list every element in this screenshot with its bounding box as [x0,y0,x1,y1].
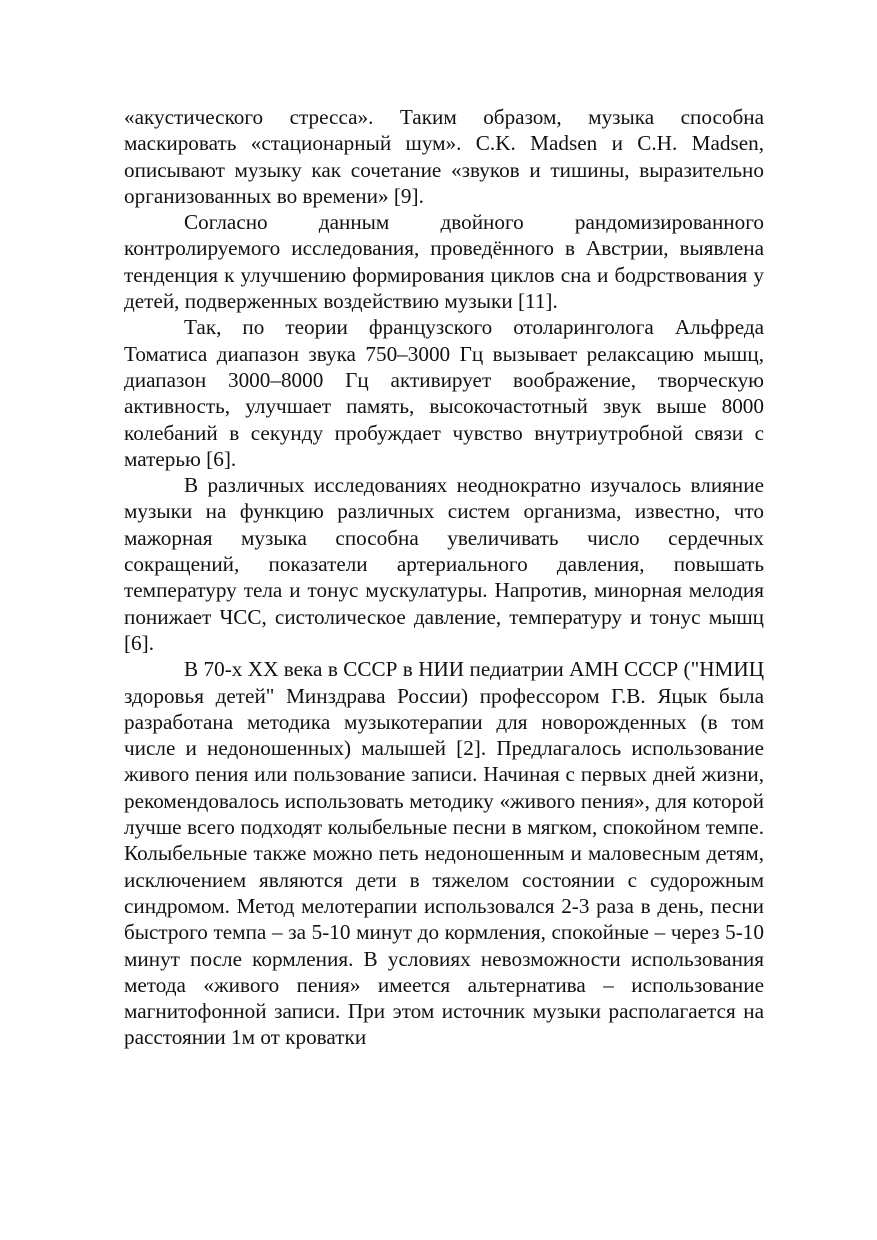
paragraph-4: В различных исследованиях неоднократно изучалось влияние музыки на функцию различных систем организма, известно, что мажорная музыка способна увеличивать число сердечных сокращений, показатели артериального давления, повышать температуру тела и тонус мускулатуры. Напротив, минорная мелодия понижает ЧСС, систолическое давление, температуру и тонус мышц [6]. [124,473,764,655]
paragraph-5: В 70-х XX века в СССР в НИИ педиатрии АМН СССР ("НМИЦ здоровья детей" Минздрава России) профессором Г.В. Яцык была разработана методика музыкотерапии для новорожденных (в том числе и недоношенных) малышей [2]. Предлагалось использование живого пения или пользование записи. Начиная с первых дней жизни, рекомендовалось использовать методику «живого пения», для которой лучше всего подходят колыбельные песни в мягком, спокойном темпе. Колыбельные также можно петь недоношенным и маловесным детям, исключением являются дети в тяжелом состоянии с судорожным синдромом. Метод мелотерапии использовался 2-3 раза в день, песни быстрого темпа – за 5-10 минут до кормления, спокойные – через 5-10 минут после кормления. В условиях невозможности использования метода «живого пения» имеется альтернатива – использование магнитофонной записи. При этом источник музыки располагается на расстоянии 1м от кроватки [124,657,764,1050]
paragraph-1: «акустического стресса». Таким образом, музыка способна маскировать «стационарный шум». C.K. Madsen и C.H. Madsen, описывают музыку как сочетание «звуков и тишины, выразительно организованных во времени» [9]. [124,105,764,208]
document-page [124,104,764,1051]
paragraph-3: Так, по теории французского отоларинголога Альфреда Томатиса диапазон звука 750–3000 Гц вызывает релаксацию мышц, диапазон 3000–8000 Гц активирует воображение, творческую активность, улучшает память, высокочастотный звук выше 8000 колебаний в секунду пробуждает чувство внутриутробной связи с матерью [6]. [124,315,764,471]
paragraph-2: Согласно данным двойного рандомизированного контролируемого исследования, проведённого в Австрии, выявлена тенденция к улучшению формирования циклов сна и бодрствования у детей, подверженных воздействию музыки [11]. [124,210,764,314]
